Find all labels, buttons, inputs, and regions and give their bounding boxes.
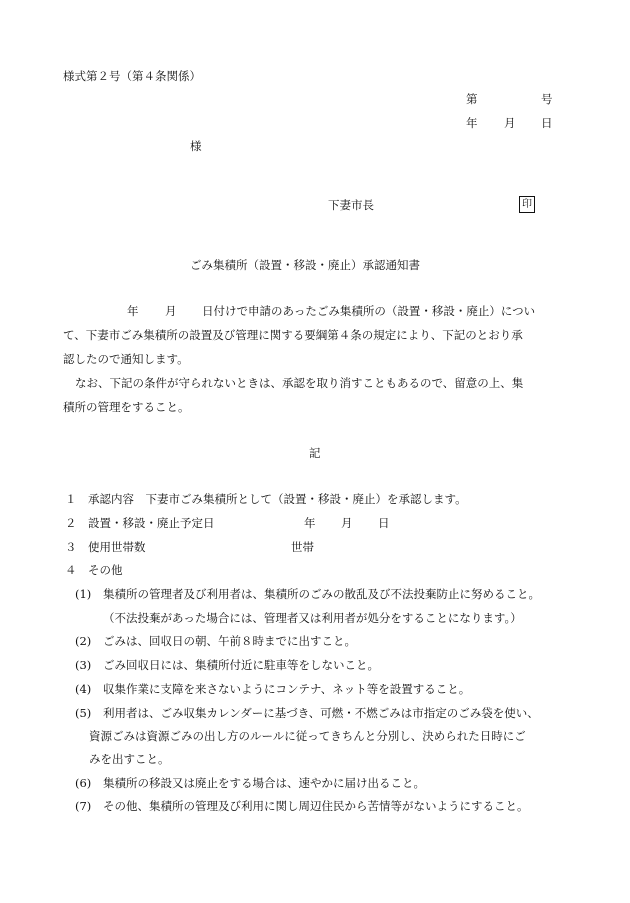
ref-go-label: 号 <box>541 92 553 106</box>
condition-5-text-c: みを出すこと。 <box>89 752 170 766</box>
item-3-unit: 世帯 <box>291 540 314 554</box>
date-month-label: 月 <box>504 116 516 130</box>
condition-6-number: (6) <box>75 776 92 790</box>
condition-7-text: その他、集積所の管理及び利用に関し周辺住民から苦情等がないようにすること。 <box>103 799 529 813</box>
seal-mark: 印 <box>519 196 535 213</box>
item-3-number: ３ <box>65 540 77 554</box>
body-month-label: 月 <box>165 304 177 318</box>
condition-1-note: （不法投棄があった場合には、管理者又は利用者が処分をすることになります。） <box>103 611 522 625</box>
condition-5-number: (5) <box>75 706 92 720</box>
ki-heading: 記 <box>309 446 321 460</box>
item-4-number: ４ <box>65 563 77 577</box>
condition-5-text-b: 資源ごみは資源ごみの出し方のルールに従ってきちんと分別し、決められた日時にご <box>89 729 526 743</box>
item-1-text: 承認内容 下妻市ごみ集積所として（設置・移設・廃止）を承認します。 <box>88 492 467 506</box>
body-line-4: なお、下記の条件が守られないときは、承認を取り消すこともあるので、留意の上、集 <box>75 376 524 390</box>
item-2-day-label: 日 <box>378 516 390 530</box>
condition-2-number: (2) <box>75 634 92 648</box>
ref-dai-label: 第 <box>466 92 478 106</box>
item-2-number: ２ <box>65 516 77 530</box>
condition-6-text: 集積所の移設又は廃止をする場合は、速やかに届け出ること。 <box>103 776 425 790</box>
condition-2-text: ごみは、回収日の朝、午前８時までに出すこと。 <box>103 634 356 648</box>
item-4-label: その他 <box>88 563 123 577</box>
date-day-label: 日 <box>541 116 553 130</box>
body-line-5: 積所の管理をすること。 <box>63 400 190 414</box>
issuer-name: 下妻市長 <box>328 198 374 212</box>
condition-7-number: (7) <box>75 799 92 813</box>
document-title: ごみ集積所（設置・移設・廃止）承認通知書 <box>190 258 420 272</box>
condition-4-text: 収集作業に支障を来さないようにコンテナ、ネット等を設置すること。 <box>103 682 471 696</box>
item-3-label: 使用世帯数 <box>88 540 146 554</box>
body-line-1: 日付けで申請のあったごみ集積所の（設置・移設・廃止）につい <box>202 304 536 318</box>
condition-5-text-a: 利用者は、ごみ収集カレンダーに基づき、可燃・不燃ごみは市指定のごみ袋を使い、 <box>103 706 539 720</box>
item-2-year-label: 年 <box>304 516 316 530</box>
condition-4-number: (4) <box>75 682 92 696</box>
item-2-label: 設置・移設・廃止予定日 <box>88 516 215 530</box>
date-year-label: 年 <box>466 116 478 130</box>
item-1-number: １ <box>65 492 77 506</box>
condition-3-text: ごみ回収日には、集積所付近に駐車等をしないこと。 <box>103 658 379 672</box>
item-2-month-label: 月 <box>341 516 353 530</box>
addressee-suffix: 様 <box>190 139 202 153</box>
body-line-2: て、下妻市ごみ集積所の設置及び管理に関する要綱第４条の規定により、下記のとおり承 <box>63 328 523 342</box>
condition-1-number: (1) <box>75 587 92 601</box>
body-line-3: 認したので通知します。 <box>63 352 189 366</box>
body-year-label: 年 <box>127 304 139 318</box>
condition-3-number: (3) <box>75 658 92 672</box>
condition-1-text: 集積所の管理者及び利用者は、集積所のごみの散乱及び不法投棄防止に努めること。 <box>103 587 540 601</box>
form-number: 様式第２号（第４条関係） <box>63 69 201 83</box>
